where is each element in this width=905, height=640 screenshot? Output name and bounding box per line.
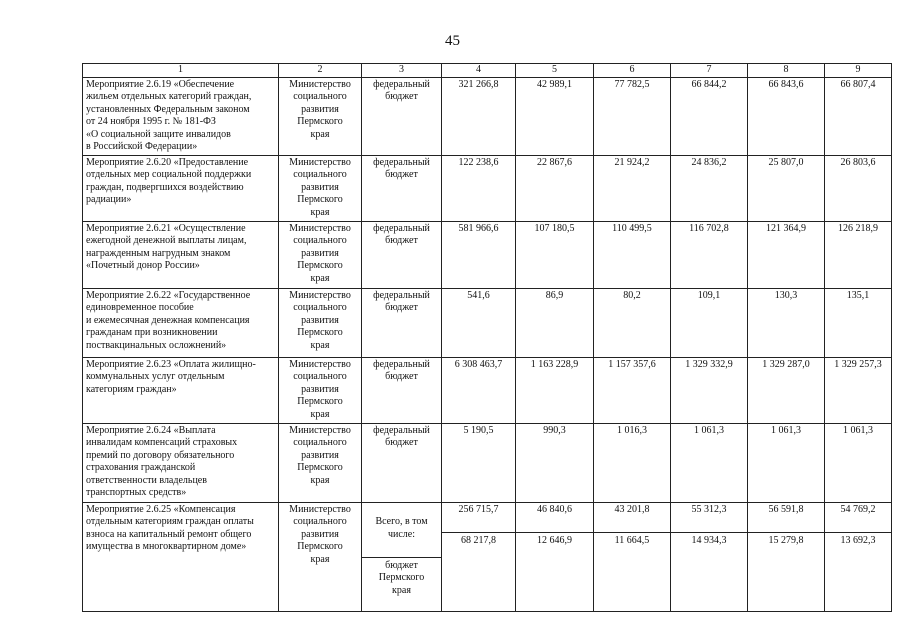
- value-cell: 121 364,9: [748, 221, 825, 288]
- table-row: [83, 77, 892, 155]
- value-cell: 26 803,6: [825, 155, 892, 221]
- source-cell: федеральный бюджет: [362, 357, 442, 423]
- value-cell: 1 329 257,3: [825, 357, 892, 423]
- value-cell: 21 924,2: [594, 155, 671, 221]
- value-cell: 116 702,8: [671, 221, 748, 288]
- value-cell: [748, 502, 825, 611]
- value-cell: 107 180,5: [516, 221, 594, 288]
- executor-cell: Министерство социального развития Пермского края: [279, 502, 362, 611]
- value-cell: 25 807,0: [748, 155, 825, 221]
- total-value: 46 840,6: [537, 503, 572, 515]
- value-cell: 1 061,3: [748, 423, 825, 502]
- regional-value: 13 692,3: [825, 532, 891, 548]
- total-value: 55 312,3: [691, 503, 727, 515]
- value-cell: [516, 502, 594, 611]
- executor-cell: Министерство социального развития Пермского края: [279, 288, 362, 357]
- source-cell: федеральный бюджет: [362, 155, 442, 221]
- source-cell: федеральный бюджет: [362, 221, 442, 288]
- column-header: 8: [748, 64, 825, 78]
- value-cell: 135,1: [825, 288, 892, 357]
- regional-value: 68 217,8: [442, 532, 515, 548]
- measure-cell: Мероприятие 2.6.22 «Государственное единовременное пособие и ежемесячная денежная компенсация гражданам при возникновении поствакцинальных осложнений»: [83, 288, 279, 357]
- value-cell: 321 266,8: [442, 77, 516, 155]
- table-row: [83, 155, 892, 221]
- value-cell: 6 308 463,7: [442, 357, 516, 423]
- value-cell: 1 061,3: [671, 423, 748, 502]
- measure-cell: Мероприятие 2.6.20 «Предоставление отдельных мер социальной поддержки граждан, подвергшихся воздействию радиации»: [83, 155, 279, 221]
- total-value: 54 769,2: [840, 503, 876, 515]
- value-cell: 1 157 357,6: [594, 357, 671, 423]
- value-cell: 24 836,2: [671, 155, 748, 221]
- table-row: [83, 502, 892, 611]
- value-cell: 1 329 332,9: [671, 357, 748, 423]
- value-cell: 541,6: [442, 288, 516, 357]
- executor-cell: Министерство социального развития Пермского края: [279, 155, 362, 221]
- value-cell: 1 016,3: [594, 423, 671, 502]
- total-value: 56 591,8: [768, 503, 804, 515]
- source-total-label: Всего, в том числе:: [375, 516, 428, 540]
- budget-table: [82, 63, 892, 612]
- source-regional-label: бюджет Пермского края: [362, 557, 441, 598]
- page-number: 45: [445, 33, 460, 49]
- column-header: 6: [594, 64, 671, 78]
- executor-cell: Министерство социального развития Пермского края: [279, 77, 362, 155]
- value-cell: [442, 502, 516, 611]
- executor-cell: Министерство социального развития Пермского края: [279, 221, 362, 288]
- value-cell: 22 867,6: [516, 155, 594, 221]
- value-cell: 130,3: [748, 288, 825, 357]
- value-cell: 66 843,6: [748, 77, 825, 155]
- value-cell: 581 966,6: [442, 221, 516, 288]
- value-cell: [825, 502, 892, 611]
- header-row: [83, 64, 892, 78]
- column-header: 2: [279, 64, 362, 78]
- column-header: 4: [442, 64, 516, 78]
- value-cell: 1 163 228,9: [516, 357, 594, 423]
- value-cell: 66 844,2: [671, 77, 748, 155]
- total-value: 256 715,7: [458, 503, 499, 515]
- value-cell: 80,2: [594, 288, 671, 357]
- source-cell: [362, 502, 442, 611]
- measure-cell: Мероприятие 2.6.19 «Обеспечение жильем отдельных категорий граждан, установленных Федеральным законом от 24 ноября 1995 г. № 181-ФЗ «О социальной защите инвалидов в Российской Федерации»: [83, 77, 279, 155]
- value-cell: [594, 502, 671, 611]
- column-header: 9: [825, 64, 892, 78]
- value-cell: 110 499,5: [594, 221, 671, 288]
- executor-cell: Министерство социального развития Пермского края: [279, 423, 362, 502]
- table-row: [83, 288, 892, 357]
- value-cell: 109,1: [671, 288, 748, 357]
- value-cell: 990,3: [516, 423, 594, 502]
- value-cell: [671, 502, 748, 611]
- column-header: 1: [83, 64, 279, 78]
- value-cell: 122 238,6: [442, 155, 516, 221]
- table-row: [83, 221, 892, 288]
- value-cell: 42 989,1: [516, 77, 594, 155]
- value-cell: 126 218,9: [825, 221, 892, 288]
- regional-value: 12 646,9: [516, 532, 593, 548]
- value-cell: 1 329 287,0: [748, 357, 825, 423]
- measure-cell: Мероприятие 2.6.25 «Компенсация отдельным категориям граждан оплаты взноса на капитальный ремонт общего имущества в многоквартирном доме»: [83, 502, 279, 611]
- regional-value: 14 934,3: [671, 532, 747, 548]
- value-cell: 86,9: [516, 288, 594, 357]
- value-cell: 77 782,5: [594, 77, 671, 155]
- column-header: 7: [671, 64, 748, 78]
- measure-cell: Мероприятие 2.6.23 «Оплата жилищно- коммунальных услуг отдельным категориям граждан»: [83, 357, 279, 423]
- total-value: 43 201,8: [614, 503, 650, 515]
- column-header: 3: [362, 64, 442, 78]
- column-header: 5: [516, 64, 594, 78]
- source-cell: федеральный бюджет: [362, 77, 442, 155]
- table-row: [83, 357, 892, 423]
- source-cell: федеральный бюджет: [362, 423, 442, 502]
- value-cell: 1 061,3: [825, 423, 892, 502]
- measure-cell: Мероприятие 2.6.24 «Выплата инвалидам компенсаций страховых премий по договору обязательного страхования гражданской ответственности владельцев транспортных средств»: [83, 423, 279, 502]
- value-cell: 5 190,5: [442, 423, 516, 502]
- regional-value: 11 664,5: [594, 532, 670, 548]
- executor-cell: Министерство социального развития Пермского края: [279, 357, 362, 423]
- source-cell: федеральный бюджет: [362, 288, 442, 357]
- table-row: [83, 423, 892, 502]
- measure-cell: Мероприятие 2.6.21 «Осуществление ежегодной денежной выплаты лицам, награжденным нагрудным знаком «Почетный донор России»: [83, 221, 279, 288]
- regional-value: 15 279,8: [748, 532, 824, 548]
- value-cell: 66 807,4: [825, 77, 892, 155]
